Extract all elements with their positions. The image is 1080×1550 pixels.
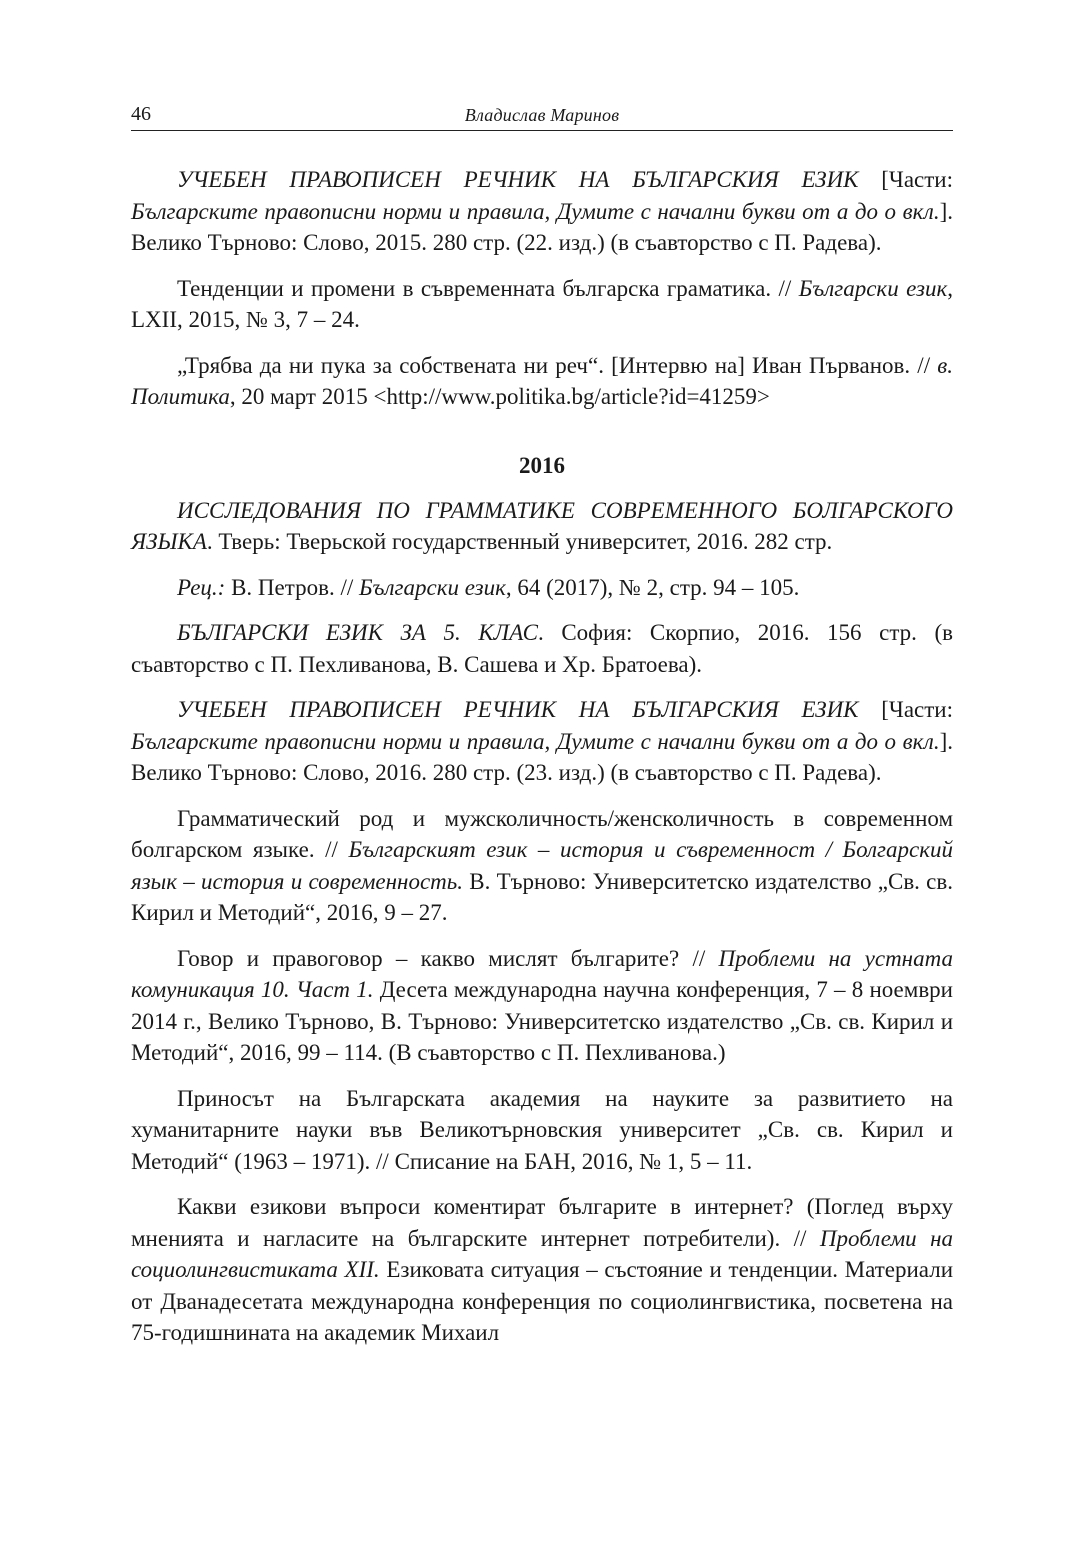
entry-title: УЧЕБЕН ПРАВОПИСЕН РЕЧНИК НА БЪЛГАРСКИЯ ЕЗИК — [177, 167, 859, 192]
entry-text: ]. Велико Търново: Слово, 2015. 280 стр. (22. изд.) (в съавторство с П. Радева). — [131, 198, 953, 255]
entry-title: Рец.: — [177, 574, 226, 600]
entry-text: Тенденции и промени в съвременната българска граматика. // — [177, 275, 799, 301]
entry-title: УЧЕБЕН ПРАВОПИСЕН РЕЧНИК НА БЪЛГАРСКИЯ ЕЗИК — [177, 697, 859, 722]
entry-title: Българският език – история и съвременност / Болгарский язык – история и современность. — [131, 837, 953, 894]
bibliography-entry — [131, 350, 953, 413]
bibliography-body — [131, 164, 953, 1363]
entry-text: . Тверь: Тверьской государственный университет, 2016. 282 стр. — [206, 529, 833, 554]
bibliography-entry — [131, 1083, 953, 1178]
entry-text: В. Търново: Университетско издателство „Св. св. Кирил и Методий“, 2016, 9 – 27. — [131, 868, 953, 925]
bibliography-entry — [131, 1191, 953, 1349]
bibliography-entry — [131, 617, 953, 680]
entry-text: Грамматический род и мужсколичность/женсколичность в современном болгарском языке. // — [131, 805, 953, 862]
entry-text: Десета международна научна конференция, 7 – 8 ноември 2014 г., Велико Търново, В. Търново: Университетско издателство „Св. св. Кирил и Методий“, 2016, 99 – 114. (В съавторство с П. Пехливанова.) — [131, 977, 953, 1065]
bibliography-entry — [131, 273, 953, 336]
entry-text: „Трябва да ни пука за собствената ни реч“. [Интервю на] Иван Първанов. // — [177, 352, 938, 378]
entry-title: Проблеми на социолингвистиката XII. — [131, 1225, 953, 1282]
entry-title: Българските правописни норми и правила, Думите с начални букви от а до о вкл. — [131, 728, 940, 754]
entry-title: Българските правописни норми и правила, Думите с начални букви от а до о вкл. — [131, 198, 940, 224]
bibliography-entry — [131, 943, 953, 1069]
entry-title: ИССЛЕДОВАНИЯ ПО ГРАММАТИКЕ СОВРЕМЕННОГО БОЛГАРСКОГО ЯЗЫКА — [131, 497, 953, 554]
running-head — [131, 100, 953, 131]
bibliography-entry — [131, 164, 953, 259]
page-number: 46 — [131, 103, 151, 125]
entry-title: Проблеми на устната комуникация 10. Част 1. — [131, 945, 953, 1002]
entry-text: , 20 март 2015 <http://www.politika.bg/article?id=41259> — [229, 384, 770, 409]
bibliography-entry — [131, 803, 953, 929]
year-heading: 2016 — [519, 452, 565, 478]
bibliography-entry — [131, 495, 953, 558]
bibliography-entry — [131, 572, 953, 604]
entry-text: Езиковата ситуация – състояние и тенденции. Материали от Дванадесетата международна конференция по социолингвистика, посветена на 75-годишнината на академик Михаил — [131, 1257, 953, 1345]
entry-text: В. Петров. // — [225, 574, 359, 600]
entry-text: . София: Скорпио, 2016. 156 стр. (в съавторство с П. Пехливанова, В. Сашева и Хр. Братоева). — [131, 620, 954, 677]
entry-text: [Части: — [858, 167, 954, 192]
entry-text: Говор и правоговор – какво мислят българите? // — [177, 945, 719, 971]
entry-text: [Части: — [858, 697, 954, 722]
entry-title: Български език — [798, 275, 948, 301]
running-head-author: Владислав Маринов — [464, 105, 620, 125]
entry-title: БЪЛГАРСКИ ЕЗИК ЗА 5. КЛАС — [177, 620, 539, 645]
entry-text: Какви езикови въпроси коментират българите в интернет? (Поглед върху мненията и нагласите на българските интернет потребители). // — [131, 1194, 953, 1251]
entry-text: , LXII, 2015, № 3, 7 – 24. — [131, 275, 953, 332]
entry-text: , 64 (2017), № 2, стр. 94 – 105. — [505, 574, 800, 600]
bibliography-entry — [131, 694, 953, 789]
entry-title: Български език — [358, 574, 506, 600]
entry-title: в. Политика — [131, 352, 953, 409]
entry-text: Приносът на Българската академия на науките за развитието на хуманитарните науки във Великотърновския университет „Св. св. Кирил и Методий“ (1963 – 1971). // Списание на БАН, 2016, № 1, 5 – 11. — [131, 1085, 953, 1174]
entry-text: ]. Велико Търново: Слово, 2016. 280 стр. (23. изд.) (в съавторство с П. Радева). — [131, 728, 953, 785]
